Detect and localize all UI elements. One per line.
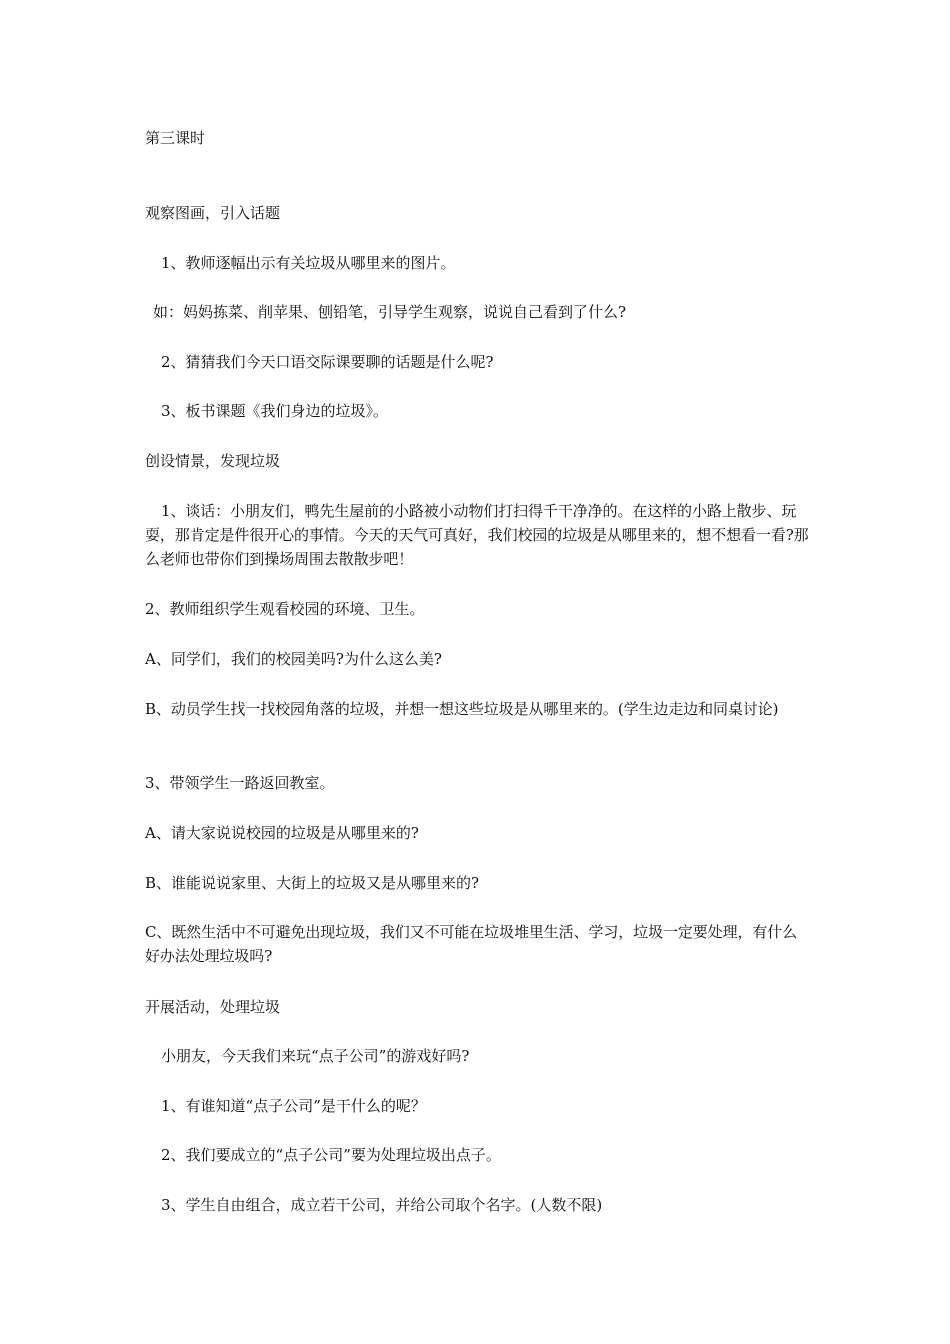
- paragraph: 2、我们要成立的“点子公司”要为处理垃圾出点子。: [161, 1146, 501, 1164]
- paragraph: 3、板书课题《我们身边的垃圾》。: [161, 402, 389, 420]
- paragraph: 1、教师逐幅出示有关垃圾从哪里来的图片。: [161, 254, 456, 272]
- paragraph: 1、谈话：小朋友们，鸭先生屋前的小路被小动物们打扫得千干净净的。在这样的小路上散步、玩耍，那肯定是件很开心的事情。今天的天气可真好，我们校园的垃圾是从哪里来的，想不想看一看?那么老师也带你们到操场周围去散散步吧！: [145, 502, 809, 568]
- paragraph: 小朋友，今天我们来玩“点子公司”的游戏好吗?: [161, 1047, 470, 1065]
- lesson-title: 第三课时: [145, 129, 206, 147]
- paragraph: 2、猜猜我们今天口语交际课要聊的话题是什么呢?: [161, 353, 494, 371]
- paragraph: B、谁能说说家里、大街上的垃圾又是从哪里来的?: [145, 874, 480, 892]
- paragraph: B、动员学生找一找校园角落的垃圾，并想一想这些垃圾是从哪里来的。(学生边走边和同桌讨论): [145, 700, 779, 718]
- paragraph: 如：妈妈拣菜、削苹果、刨铅笔，引导学生观察，说说自己看到了什么?: [153, 303, 627, 321]
- section-heading-observe: 观察图画，引入话题: [145, 204, 281, 222]
- paragraph: A、请大家说说校园的垃圾是从哪里来的?: [145, 824, 419, 842]
- section-heading-activity: 开展活动，处理垃圾: [145, 998, 281, 1016]
- paragraph: A、同学们，我们的校园美吗?为什么这么美?: [145, 650, 442, 668]
- paragraph: 3、带领学生一路返回教室。: [145, 774, 335, 792]
- paragraph: 1、有谁知道“点子公司”是干什么的呢？: [161, 1097, 426, 1115]
- paragraph: 3、学生自由组合，成立若干公司，并给公司取个名字。(人数不限): [161, 1196, 603, 1214]
- paragraph: C、既然生活中不可避免出现垃圾，我们又不可能在垃圾堆里生活、学习，垃圾一定要处理，有什么好办法处理垃圾吗?: [145, 923, 798, 965]
- paragraph: 2、教师组织学生观看校园的环境、卫生。: [145, 600, 425, 618]
- section-heading-discover: 创设情景，发现垃圾: [145, 452, 281, 470]
